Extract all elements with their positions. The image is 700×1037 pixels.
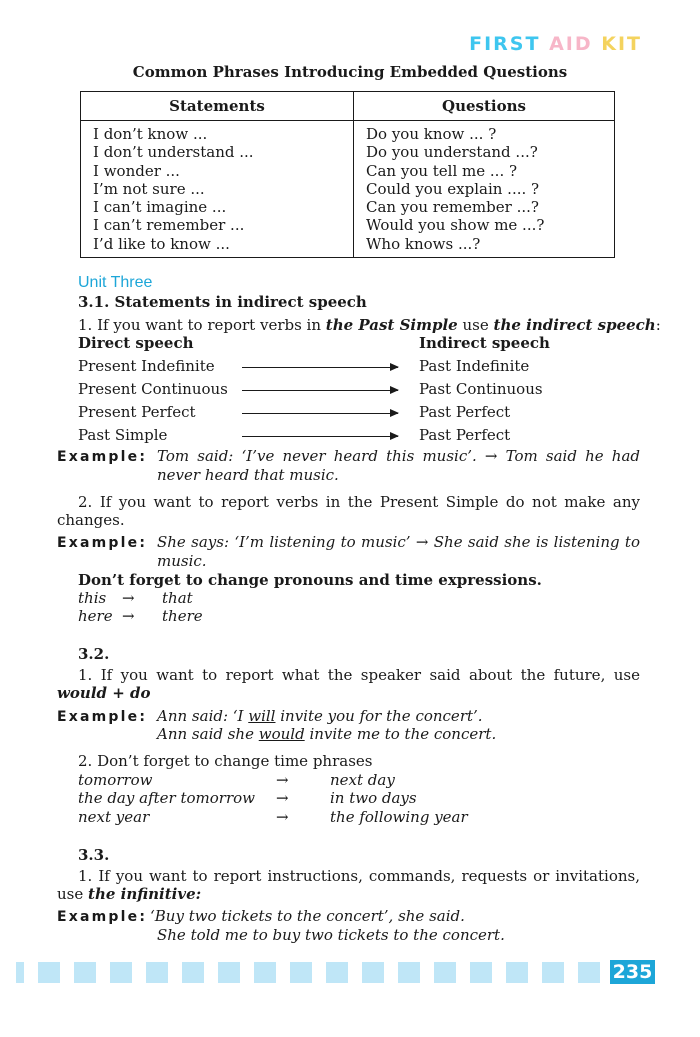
pronoun-from-1: here bbox=[78, 607, 113, 625]
s31-rule2-line2: changes. bbox=[57, 511, 125, 529]
footer-bar-segment bbox=[578, 962, 600, 983]
s33-example-line1: ‘Buy two tickets to the concert’, she said. bbox=[150, 907, 465, 925]
footer-bar-segment bbox=[182, 962, 204, 983]
unit-title: Unit Three bbox=[78, 274, 153, 291]
s32-rule1-line1: 1. If you want to report what the speaker said about the future, use bbox=[78, 666, 640, 684]
question-item: Would you show me ...? bbox=[366, 216, 545, 235]
footer-bar-segment bbox=[74, 962, 96, 983]
statement-item: I’m not sure ... bbox=[93, 179, 205, 198]
arrow-right-icon bbox=[242, 390, 398, 391]
s31-rule1-colon: : bbox=[655, 316, 661, 334]
phrase-from-2: next year bbox=[78, 808, 150, 826]
tense-to-0: Past Indefinite bbox=[419, 357, 530, 375]
section-3-3-heading: 3.3. bbox=[78, 846, 110, 864]
footer-bar-segment bbox=[16, 962, 24, 983]
s32-example-line2 bbox=[157, 725, 496, 743]
s32-example-line1 bbox=[157, 707, 483, 725]
footer-bar-segment bbox=[470, 962, 492, 983]
s32-ex1-underlined: will bbox=[248, 707, 276, 725]
tense-from-3: Past Simple bbox=[78, 426, 168, 444]
footer-bar-segment bbox=[506, 962, 528, 983]
s32-rule2: 2. Don’t forget to change time phrases bbox=[78, 752, 373, 770]
s31-rule1-text: 1. If you want to report verbs in bbox=[78, 316, 326, 334]
pronoun-to-1: there bbox=[162, 607, 203, 625]
question-item: Can you remember ...? bbox=[366, 198, 539, 217]
questions-cell bbox=[354, 121, 615, 258]
example-label: Example: bbox=[57, 709, 148, 725]
col-direct-speech: Direct speech bbox=[78, 334, 194, 352]
s31-rule1 bbox=[78, 316, 661, 334]
example2-line2: music. bbox=[157, 552, 207, 570]
s33-rule1-line2 bbox=[57, 885, 201, 903]
s33-rule1-use: use bbox=[57, 885, 89, 903]
question-item: Who knows ...? bbox=[366, 234, 481, 253]
example-label: Example: bbox=[57, 535, 148, 551]
example-label: Example: bbox=[57, 449, 148, 465]
footer-bar-segment bbox=[218, 962, 240, 983]
tense-from-0: Present Indefinite bbox=[78, 357, 215, 375]
question-item: Do you understand ...? bbox=[366, 143, 538, 162]
phrase-from-0: tomorrow bbox=[78, 771, 153, 789]
example-label: Example: bbox=[57, 909, 148, 925]
arrow-icon: → bbox=[276, 808, 289, 826]
tense-from-2: Present Perfect bbox=[78, 403, 196, 421]
question-item: Can you tell me ... ? bbox=[366, 161, 518, 180]
s31-rule1-past-simple: the Past Simple bbox=[325, 316, 458, 334]
first-aid-kit-logo bbox=[469, 33, 642, 55]
question-item: Do you know ... ? bbox=[366, 125, 497, 143]
phrase-from-1: the day after tomorrow bbox=[78, 789, 255, 807]
footer-bar-segment bbox=[146, 962, 168, 983]
arrow-icon: → bbox=[276, 789, 289, 807]
statement-item: I wonder ... bbox=[93, 161, 180, 180]
footer-bar-segment bbox=[254, 962, 276, 983]
s32-ex2-b: invite me to the concert. bbox=[304, 725, 497, 743]
example2-line1: She says: ‘I’m listening to music’ → She said she is listening to bbox=[157, 533, 640, 551]
question-item: Could you explain .... ? bbox=[366, 179, 540, 198]
statement-item: I’d like to know ... bbox=[93, 234, 230, 253]
phrase-to-2: the following year bbox=[330, 808, 468, 826]
pronoun-from-0: this bbox=[78, 589, 107, 607]
footer-bar-segment bbox=[290, 962, 312, 983]
pronoun-note: Don’t forget to change pronouns and time expressions. bbox=[78, 571, 542, 589]
tense-to-1: Past Continuous bbox=[419, 380, 543, 398]
pronoun-to-0: that bbox=[162, 589, 193, 607]
phrases-table bbox=[80, 91, 615, 258]
s32-ex2-a: Ann said she bbox=[157, 725, 259, 743]
footer-bar-segment bbox=[542, 962, 564, 983]
statement-item: I can’t remember ... bbox=[93, 216, 245, 235]
footer-bar-segment bbox=[326, 962, 348, 983]
footer-bar-segment bbox=[398, 962, 420, 983]
page-number: 235 bbox=[610, 960, 655, 984]
section-3-1-heading: 3.1. Statements in indirect speech bbox=[78, 293, 367, 311]
phrase-to-1: in two days bbox=[330, 789, 417, 807]
s32-ex1-a: Ann said: ‘I bbox=[157, 707, 249, 725]
s33-example-line2: She told me to buy two tickets to the concert. bbox=[157, 926, 505, 944]
kit-word-first: FIRST bbox=[469, 33, 541, 55]
s32-rule1-line2: would + do bbox=[57, 684, 151, 702]
kit-word-kit: KIT bbox=[601, 33, 642, 55]
footer-bar-segment bbox=[434, 962, 456, 983]
s31-rule1-indirect: the indirect speech bbox=[493, 316, 656, 334]
statement-item: I can’t imagine ... bbox=[93, 198, 227, 217]
section-3-2-heading: 3.2. bbox=[78, 645, 110, 663]
footer-bar-segment bbox=[38, 962, 60, 983]
page-title: Common Phrases Introducing Embedded Questions bbox=[132, 63, 568, 81]
arrow-right-icon bbox=[242, 436, 398, 437]
example1-line1: Tom said: ‘I’ve never heard this music’. → Tom said he had bbox=[157, 447, 640, 465]
arrow-right-icon bbox=[242, 367, 398, 368]
arrow-icon: → bbox=[276, 771, 289, 789]
statements-cell bbox=[81, 121, 354, 258]
s33-rule1-line1: 1. If you want to report instructions, commands, requests or invitations, bbox=[78, 867, 640, 885]
table-header-questions: Questions bbox=[354, 92, 615, 121]
footer-bar-segment bbox=[362, 962, 384, 983]
example1-line2: never heard that music. bbox=[157, 466, 339, 484]
statement-item: I don’t understand ... bbox=[93, 143, 254, 162]
s31-rule2-line1: 2. If you want to report verbs in the Present Simple do not make any bbox=[78, 493, 640, 511]
tense-from-1: Present Continuous bbox=[78, 380, 228, 398]
s31-rule1-text2: use bbox=[457, 316, 494, 334]
s33-rule1-infinitive: the infinitive: bbox=[88, 885, 202, 903]
tense-to-2: Past Perfect bbox=[419, 403, 511, 421]
footer-bar-segment bbox=[110, 962, 132, 983]
arrow-icon: → bbox=[122, 589, 135, 607]
s32-ex1-b: invite you for the concert’. bbox=[275, 707, 483, 725]
phrase-to-0: next day bbox=[330, 771, 395, 789]
kit-word-aid: AID bbox=[549, 33, 593, 55]
statement-item: I don’t know ... bbox=[93, 125, 208, 143]
arrow-right-icon bbox=[242, 413, 398, 414]
table-header-statements: Statements bbox=[81, 92, 354, 121]
tense-to-3: Past Perfect bbox=[419, 426, 511, 444]
arrow-icon: → bbox=[122, 607, 135, 625]
col-indirect-speech: Indirect speech bbox=[419, 334, 550, 352]
s32-ex2-underlined: would bbox=[258, 725, 305, 743]
